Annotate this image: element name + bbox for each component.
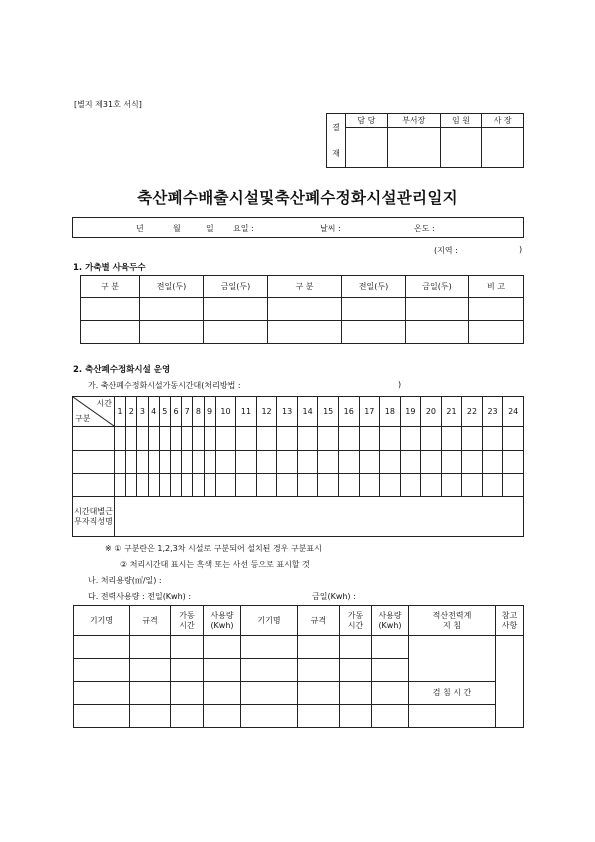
hour-header-16: 16 [338, 397, 359, 427]
table-cell[interactable] [298, 636, 340, 659]
section2-heading: 2. 축산폐수정화시설 운영 [73, 365, 171, 375]
table-cell[interactable] [74, 705, 130, 728]
table-cell[interactable] [204, 705, 241, 728]
hour-cell-15[interactable] [318, 451, 339, 474]
livestock-header-note: 비 고 [469, 276, 524, 298]
table-cell[interactable] [130, 682, 171, 705]
approval-sign-dept-head[interactable] [387, 128, 440, 168]
livestock-table [80, 275, 524, 344]
hour-cell-8[interactable] [193, 427, 204, 451]
item-ga-close: ) [398, 380, 402, 389]
hour-cell-12[interactable] [256, 451, 277, 474]
date-weather-bar [72, 217, 524, 238]
table-cell[interactable] [340, 636, 372, 659]
hour-cell-21[interactable] [441, 427, 462, 451]
table-cell[interactable] [204, 298, 268, 321]
hour-cell-18[interactable] [380, 427, 401, 451]
table-cell[interactable] [340, 705, 372, 728]
hour-cell-24[interactable] [503, 427, 524, 451]
hour-cell-6[interactable] [170, 474, 181, 497]
hour-cell-7[interactable] [182, 474, 193, 497]
table-cell[interactable] [140, 298, 204, 321]
approval-sign-president[interactable] [482, 128, 524, 168]
power-header-meter: 적산전력계 지 침 [409, 606, 496, 636]
hour-cell-13[interactable] [277, 474, 298, 497]
hour-cell-4[interactable] [148, 427, 159, 451]
row-label-cell[interactable] [73, 451, 115, 474]
table-cell[interactable] [406, 298, 469, 321]
hour-cell-13[interactable] [277, 427, 298, 451]
weather-label: 날씨 : [320, 224, 341, 233]
power-header-usage-2: 사용량 (Kwh) [372, 606, 409, 636]
power-header-device-2: 기기명 [241, 606, 298, 636]
hour-cell-24[interactable] [503, 451, 524, 474]
hour-cell-23[interactable] [482, 427, 503, 451]
table-cell[interactable] [74, 682, 130, 705]
hour-cell-9[interactable] [204, 451, 215, 474]
approval-sign-executive[interactable] [440, 128, 482, 168]
table-cell[interactable] [298, 659, 340, 682]
hour-cell-14[interactable] [297, 451, 318, 474]
hour-cell-11[interactable] [236, 451, 257, 474]
approval-sign-staff[interactable] [346, 128, 388, 168]
corner-label-category: 구분 [75, 413, 91, 423]
table-cell[interactable] [298, 705, 340, 728]
hour-cell-14[interactable] [297, 427, 318, 451]
hour-cell-20[interactable] [421, 474, 442, 497]
hour-cell-12[interactable] [256, 474, 277, 497]
power-header-notes: 참고 사항 [496, 606, 524, 636]
table-cell[interactable] [171, 682, 204, 705]
table-cell[interactable] [130, 636, 171, 659]
hour-header-9: 9 [204, 397, 215, 427]
hour-cell-1[interactable] [115, 427, 126, 451]
row-label-cell[interactable] [73, 427, 115, 451]
table-cell[interactable] [204, 636, 241, 659]
hour-cell-2[interactable] [126, 451, 137, 474]
hour-cell-20[interactable] [421, 427, 442, 451]
hour-cell-14[interactable] [297, 474, 318, 497]
table-cell[interactable] [406, 321, 469, 344]
hour-cell-4[interactable] [148, 474, 159, 497]
hour-cell-1[interactable] [115, 474, 126, 497]
hour-cell-21[interactable] [441, 451, 462, 474]
form-number: [별지 제31호 서식] [74, 100, 142, 109]
table-cell[interactable] [204, 321, 268, 344]
section1-heading: 1. 가축별 사육두수 [73, 263, 146, 273]
table-cell[interactable] [171, 636, 204, 659]
approval-role-executive: 임 원 [440, 114, 482, 128]
hour-cell-2[interactable] [126, 427, 137, 451]
hour-header-10: 10 [215, 397, 236, 427]
livestock-header-category-2: 구 분 [268, 276, 342, 298]
hour-cell-9[interactable] [204, 474, 215, 497]
hour-cell-21[interactable] [441, 474, 462, 497]
region-label: (지역 : [434, 246, 458, 255]
approval-role-staff: 담 당 [346, 114, 388, 128]
table-cell[interactable] [340, 682, 372, 705]
hour-header-23: 23 [482, 397, 503, 427]
table-cell[interactable] [130, 659, 171, 682]
hour-cell-5[interactable] [159, 474, 170, 497]
day-label: 일 [206, 224, 214, 233]
hour-cell-1[interactable] [115, 451, 126, 474]
hour-cell-15[interactable] [318, 427, 339, 451]
hour-cell-24[interactable] [503, 474, 524, 497]
table-cell[interactable] [372, 659, 409, 682]
hour-cell-16[interactable] [338, 474, 359, 497]
hour-header-13: 13 [277, 397, 298, 427]
hour-cell-13[interactable] [277, 451, 298, 474]
livestock-header-prev-2: 전일(두) [342, 276, 406, 298]
hour-cell-5[interactable] [159, 451, 170, 474]
hour-cell-12[interactable] [256, 427, 277, 451]
staff-name-label-2: 무자직성명 [74, 516, 113, 526]
approval-label-top: 결 [332, 123, 340, 133]
table-cell[interactable] [204, 682, 241, 705]
hour-cell-17[interactable] [359, 451, 380, 474]
hour-cell-7[interactable] [182, 451, 193, 474]
corner-label-time: 시간 [96, 399, 112, 408]
table-cell[interactable] [342, 321, 406, 344]
hour-cell-5[interactable] [159, 427, 170, 451]
hour-cell-11[interactable] [236, 427, 257, 451]
hour-cell-2[interactable] [126, 474, 137, 497]
table-cell[interactable] [241, 659, 298, 682]
hour-cell-11[interactable] [236, 474, 257, 497]
hour-header-21: 21 [441, 397, 462, 427]
hour-header-18: 18 [380, 397, 401, 427]
hour-cell-19[interactable] [400, 474, 421, 497]
region-close: ) [519, 245, 523, 254]
power-header-spec-2: 규격 [298, 606, 340, 636]
hour-cell-19[interactable] [400, 451, 421, 474]
approval-label-cell [327, 114, 346, 168]
hour-header-6: 6 [170, 397, 181, 427]
approval-role-president: 사 장 [482, 114, 524, 128]
hour-cell-6[interactable] [170, 427, 181, 451]
hour-header-15: 15 [318, 397, 339, 427]
hour-cell-23[interactable] [482, 451, 503, 474]
power-header-usage-1: 사용량 (Kwh) [204, 606, 241, 636]
table-cell[interactable] [171, 659, 204, 682]
note-2: ② 처리시간대 표시는 흑색 또는 사선 등으로 표시할 것 [120, 560, 310, 569]
staff-name-entry[interactable] [115, 497, 524, 537]
hour-cell-3[interactable] [137, 427, 148, 451]
hour-cell-10[interactable] [215, 427, 236, 451]
approval-label-bottom: 재 [332, 148, 340, 158]
table-cell[interactable] [171, 705, 204, 728]
table-cell[interactable] [342, 298, 406, 321]
hour-cell-10[interactable] [215, 451, 236, 474]
weekday-label: 요일 : [233, 224, 254, 233]
table-cell[interactable] [469, 298, 524, 321]
power-header-hours-2: 가동 시간 [340, 606, 372, 636]
power-header-device-1: 기기명 [74, 606, 130, 636]
staff-name-label-cell [73, 497, 115, 537]
notes-cell[interactable] [496, 636, 524, 728]
hour-cell-4[interactable] [148, 451, 159, 474]
table-cell[interactable] [140, 321, 204, 344]
table-cell[interactable] [241, 705, 298, 728]
hour-header-22: 22 [462, 397, 483, 427]
item-na-label: 나. 처리용량(㎥/일) : [88, 576, 162, 585]
hour-header-24: 24 [503, 397, 524, 427]
temperature-label: 온도 : [414, 224, 435, 233]
item-ga-label: 가. 축산폐수정화시설가동시간대(처리방법 : [88, 381, 241, 390]
hour-header-2: 2 [126, 397, 137, 427]
corner-header-cell [73, 397, 115, 427]
hour-header-20: 20 [421, 397, 442, 427]
note-1: ※ ① 구분란은 1,2,3차 시설로 구분되어 설치된 경우 구분표시 [105, 544, 322, 553]
table-cell[interactable] [298, 682, 340, 705]
hour-header-3: 3 [137, 397, 148, 427]
hour-cell-16[interactable] [338, 451, 359, 474]
hour-cell-22[interactable] [462, 474, 483, 497]
document-title: 축산폐수배출시설및축산폐수정화시설관리일지 [137, 189, 458, 207]
row-label-cell[interactable] [73, 474, 115, 497]
table-cell[interactable] [340, 659, 372, 682]
table-cell[interactable] [81, 298, 140, 321]
hour-cell-18[interactable] [380, 451, 401, 474]
livestock-header-prev-1: 전일(두) [140, 276, 204, 298]
hour-cell-22[interactable] [462, 451, 483, 474]
hour-cell-3[interactable] [137, 451, 148, 474]
hour-header-1: 1 [115, 397, 126, 427]
power-header-hours-1: 가동 시간 [171, 606, 204, 636]
hour-header-4: 4 [148, 397, 159, 427]
item-da-today-label: 금일(Kwh) : [312, 592, 356, 601]
hour-cell-6[interactable] [170, 451, 181, 474]
table-cell[interactable] [74, 659, 130, 682]
hour-header-11: 11 [236, 397, 257, 427]
table-cell[interactable] [372, 636, 409, 659]
table-cell[interactable] [130, 705, 171, 728]
table-cell[interactable] [241, 682, 298, 705]
hour-cell-23[interactable] [482, 474, 503, 497]
livestock-header-today-1: 금일(두) [204, 276, 268, 298]
hour-cell-15[interactable] [318, 474, 339, 497]
power-usage-table [73, 605, 524, 728]
inspection-time-label: 검 침 시 간 [409, 682, 496, 705]
hour-cell-20[interactable] [421, 451, 442, 474]
table-cell[interactable] [268, 298, 342, 321]
month-label: 월 [173, 224, 181, 233]
hour-cell-8[interactable] [193, 474, 204, 497]
table-cell[interactable] [372, 705, 409, 728]
hour-header-14: 14 [297, 397, 318, 427]
table-cell[interactable] [241, 636, 298, 659]
hour-cell-19[interactable] [400, 427, 421, 451]
table-cell[interactable] [469, 321, 524, 344]
approval-table [326, 113, 524, 168]
hour-cell-22[interactable] [462, 427, 483, 451]
operation-hours-table [72, 396, 524, 537]
hour-header-12: 12 [256, 397, 277, 427]
livestock-header-today-2: 금일(두) [406, 276, 469, 298]
hour-cell-10[interactable] [215, 474, 236, 497]
hour-cell-9[interactable] [204, 427, 215, 451]
hour-cell-17[interactable] [359, 474, 380, 497]
hour-header-5: 5 [159, 397, 170, 427]
hour-header-17: 17 [359, 397, 380, 427]
power-header-spec-1: 규격 [130, 606, 171, 636]
hour-cell-16[interactable] [338, 427, 359, 451]
table-cell[interactable] [372, 682, 409, 705]
inspection-time-entry[interactable] [409, 705, 496, 728]
livestock-header-category-1: 구 분 [81, 276, 140, 298]
year-label: 년 [136, 224, 144, 233]
meter-reading-cell[interactable] [409, 636, 496, 682]
hour-cell-18[interactable] [380, 474, 401, 497]
hour-header-19: 19 [400, 397, 421, 427]
hour-cell-17[interactable] [359, 427, 380, 451]
hour-cell-8[interactable] [193, 451, 204, 474]
hour-header-7: 7 [182, 397, 193, 427]
hour-header-8: 8 [193, 397, 204, 427]
table-cell[interactable] [204, 659, 241, 682]
hour-cell-7[interactable] [182, 427, 193, 451]
table-cell[interactable] [81, 321, 140, 344]
hour-cell-3[interactable] [137, 474, 148, 497]
approval-role-dept-head: 부서장 [387, 114, 440, 128]
table-cell[interactable] [268, 321, 342, 344]
table-cell[interactable] [74, 636, 130, 659]
item-da-label: 다. 전력사용량 : 전일(Kwh) : [88, 592, 192, 601]
staff-name-label-1: 시간대별근 [74, 507, 113, 517]
